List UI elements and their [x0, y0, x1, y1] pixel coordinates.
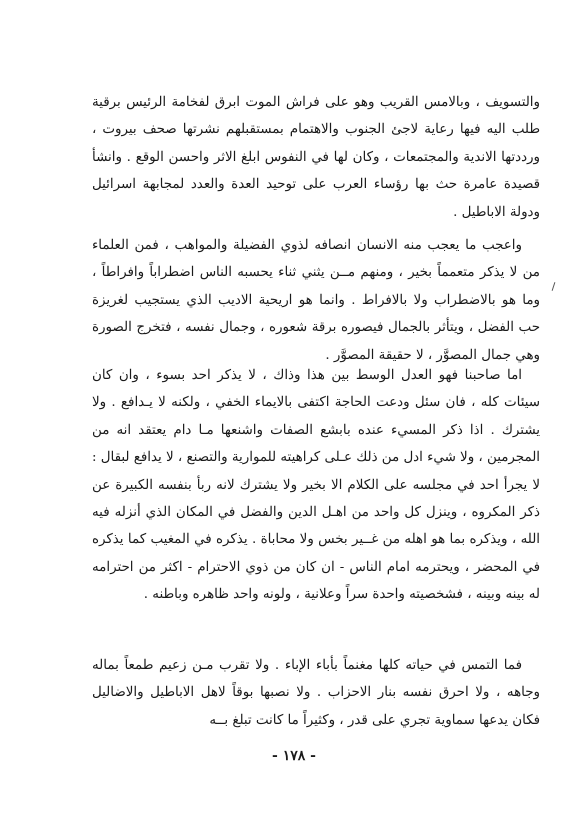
paragraph-3: اما صاحبنا فهو العدل الوسط بين هذا وذاك ، لا يذكر احد بسوء ، وان كان سيئات كله ، فان سئل ودعت الحاجة اكتفى بالايماء الخفي ، ولكنه لا يـدافع . ولا يشترك . اذا ذكر المسيء عنده بابشع الصفات واشنعها مـا دام يعتقد انه من المجرمين ، ولا شيء ادل من ذلك عـلى كراهيته للموارية والتصنع ، لا يدافع لبقال : لا يجرأ احد في مجلسه على الكلام الا بخير ولا يشترك لانه ربأ بنفسه الكبيرة عن ذكر المكروه ، وينزل كل واحد من اهـل الدين والفضل في المكان الذي أنزله فيه الله ، ويذكره بما هو اهله من غــير بخس ولا محاباة . يذكره في المغيب كما يذكره في المحضر ، ويحترمه امام الناس - ان كان من ذوي الاحترام - اكثر من احترامه له بينه وبينه ، فشخصيته واحدة سراً وعلانية ، ولونه واحد ظاهره وباطنه .: [92, 368, 540, 603]
paragraph-4: فما التمس في حياته كلها مغنماً بأباء الإباء . ولا تقرب مـن زعيم طمعاً بماله وجاهه ، ولا احرق نفسه بنار الاحزاب . ولا نصبها بوقاً لاهل الاباطيل والاضاليل فكان يدعها سماوية تجري على قدر ، وكثيراً ما كانت تبلغ بــه: [92, 658, 540, 728]
paragraph-1: والتسويف ، وبالامس القريب وهو على فراش الموت ابرق لفخامة الرئيس برقية طلب اليه فيها رعاية لاجئ الجنوب والاهتمام بمستقبلهم نشرتها صحف بيروت ، ورددتها الاندية والمجتمعات ، وكان لها في النفوس ابلغ الاثر واحسن الوقع . وانشأ قصيدة عامرة حث بها رؤساء العرب على توحيد العدة والعدد لمجابهة اسرائيل ودولة الاباطيل .: [92, 95, 540, 220]
page-number: - ١٧٨ -: [272, 748, 316, 764]
margin-pencil-mark: [552, 282, 556, 291]
paragraph-2: واعجب ما يعجب منه الانسان انصافه لذوي الفضيلة والمواهب ، فمن العلماء من لا يذكر متعمماً بخير ، ومنهم مــن يثني ثناء يحسبه الناس اضطراباً وافراطاً ، وما هو بالاضطراب ولا بالافراط . وانما هو اريحية الاديب الذي يستجيب لغريزة حب الفضل ، ويتأثر بالجمال فيصوره برقة شعوره ، وجمال نفسه ، فتخرج الصورة وهي جمال المصوَّر ، لا حقيقة المصوَّر .: [92, 238, 540, 363]
